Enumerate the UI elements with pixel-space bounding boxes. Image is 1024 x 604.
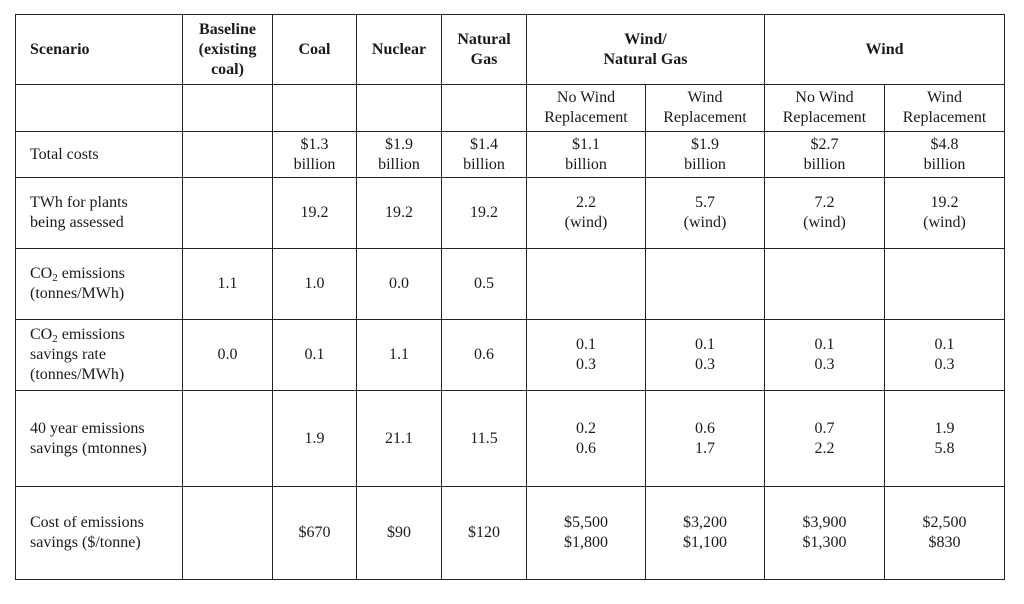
cell-wind-no-replacement: 0.7 2.2	[765, 391, 885, 487]
row-forty-year-savings	[16, 391, 1005, 487]
cell-wind-no-replacement: $2.7 billion	[765, 132, 885, 178]
cell-coal: 1.0	[273, 249, 357, 320]
row-label: Total costs	[16, 132, 183, 178]
subheader-row	[16, 85, 1005, 132]
subheader-empty	[357, 85, 442, 132]
row-label: 40 year emissions savings (mtonnes)	[16, 391, 183, 487]
row-label	[16, 320, 183, 391]
cell-wind-replacement: 0.1 0.3	[885, 320, 1005, 391]
cell-wg-replacement: $1.9 billion	[646, 132, 765, 178]
label-emissions: emissions	[57, 326, 125, 343]
row-co2-savings-rate	[16, 320, 1005, 391]
cell-wind-no-replacement: $3,900 $1,300	[765, 487, 885, 580]
subheader-wind-no-replacement: No Wind Replacement	[765, 85, 885, 132]
label-rest: savings rate (tonnes/MWh)	[30, 346, 125, 383]
cell-nuclear: 19.2	[357, 178, 442, 249]
label-emissions: emissions	[57, 265, 125, 282]
cell-wind-replacement	[885, 249, 1005, 320]
cell-wg-replacement: 0.6 1.7	[646, 391, 765, 487]
header-wind: Wind	[765, 15, 1005, 85]
label-co: CO	[30, 326, 53, 343]
header-wind-natural-gas: Wind/ Natural Gas	[527, 15, 765, 85]
label-subscript: 2	[52, 272, 58, 284]
cell-wind-no-replacement	[765, 249, 885, 320]
cell-baseline	[183, 391, 273, 487]
cell-wg-replacement: $3,200 $1,100	[646, 487, 765, 580]
row-label: Cost of emissions savings ($/tonne)	[16, 487, 183, 580]
label-co: CO	[30, 265, 53, 282]
cell-coal: $1.3 billion	[273, 132, 357, 178]
cell-baseline: 1.1	[183, 249, 273, 320]
cell-coal: $670	[273, 487, 357, 580]
cell-natural-gas: $1.4 billion	[442, 132, 527, 178]
cell-wind-replacement: 19.2 (wind)	[885, 178, 1005, 249]
cell-wind-replacement: 1.9 5.8	[885, 391, 1005, 487]
cell-baseline: 0.0	[183, 320, 273, 391]
cell-wind-no-replacement: 0.1 0.3	[765, 320, 885, 391]
cell-natural-gas: 0.6	[442, 320, 527, 391]
cell-coal: 19.2	[273, 178, 357, 249]
row-co2-emissions	[16, 249, 1005, 320]
header-scenario: Scenario	[16, 15, 183, 85]
row-twh	[16, 178, 1005, 249]
label-subscript: 2	[52, 333, 58, 345]
cell-nuclear: $90	[357, 487, 442, 580]
header-natural-gas: Natural Gas	[442, 15, 527, 85]
label-units: (tonnes/MWh)	[30, 285, 125, 302]
cell-nuclear: $1.9 billion	[357, 132, 442, 178]
row-label: TWh for plants being assessed	[16, 178, 183, 249]
subheader-wind-replacement: Wind Replacement	[885, 85, 1005, 132]
header-coal: Coal	[273, 15, 357, 85]
cell-wind-replacement: $2,500 $830	[885, 487, 1005, 580]
cell-wg-replacement: 0.1 0.3	[646, 320, 765, 391]
cell-wg-replacement	[646, 249, 765, 320]
cell-wg-no-replacement	[527, 249, 646, 320]
header-row	[16, 15, 1005, 85]
row-label	[16, 249, 183, 320]
cell-wg-no-replacement: $1.1 billion	[527, 132, 646, 178]
cell-natural-gas: 0.5	[442, 249, 527, 320]
cell-coal: 0.1	[273, 320, 357, 391]
cell-baseline	[183, 487, 273, 580]
cell-nuclear: 21.1	[357, 391, 442, 487]
row-cost-of-savings	[16, 487, 1005, 580]
cell-wg-no-replacement: 2.2 (wind)	[527, 178, 646, 249]
cell-natural-gas: $120	[442, 487, 527, 580]
cell-wind-replacement: $4.8 billion	[885, 132, 1005, 178]
row-total-costs	[16, 132, 1005, 178]
cell-coal: 1.9	[273, 391, 357, 487]
header-baseline: Baseline (existing coal)	[183, 15, 273, 85]
subheader-empty	[442, 85, 527, 132]
cell-baseline	[183, 132, 273, 178]
subheader-empty	[183, 85, 273, 132]
cell-wg-no-replacement: $5,500 $1,800	[527, 487, 646, 580]
subheader-empty	[273, 85, 357, 132]
cell-natural-gas: 19.2	[442, 178, 527, 249]
cell-baseline	[183, 178, 273, 249]
cell-nuclear: 1.1	[357, 320, 442, 391]
subheader-empty	[16, 85, 183, 132]
subheader-wg-replacement: Wind Replacement	[646, 85, 765, 132]
cell-wind-no-replacement: 7.2 (wind)	[765, 178, 885, 249]
cell-wg-no-replacement: 0.2 0.6	[527, 391, 646, 487]
cell-natural-gas: 11.5	[442, 391, 527, 487]
header-nuclear: Nuclear	[357, 15, 442, 85]
cell-nuclear: 0.0	[357, 249, 442, 320]
cell-wg-replacement: 5.7 (wind)	[646, 178, 765, 249]
subheader-wg-no-replacement: No Wind Replacement	[527, 85, 646, 132]
scenario-cost-table	[15, 14, 1005, 580]
cell-wg-no-replacement: 0.1 0.3	[527, 320, 646, 391]
